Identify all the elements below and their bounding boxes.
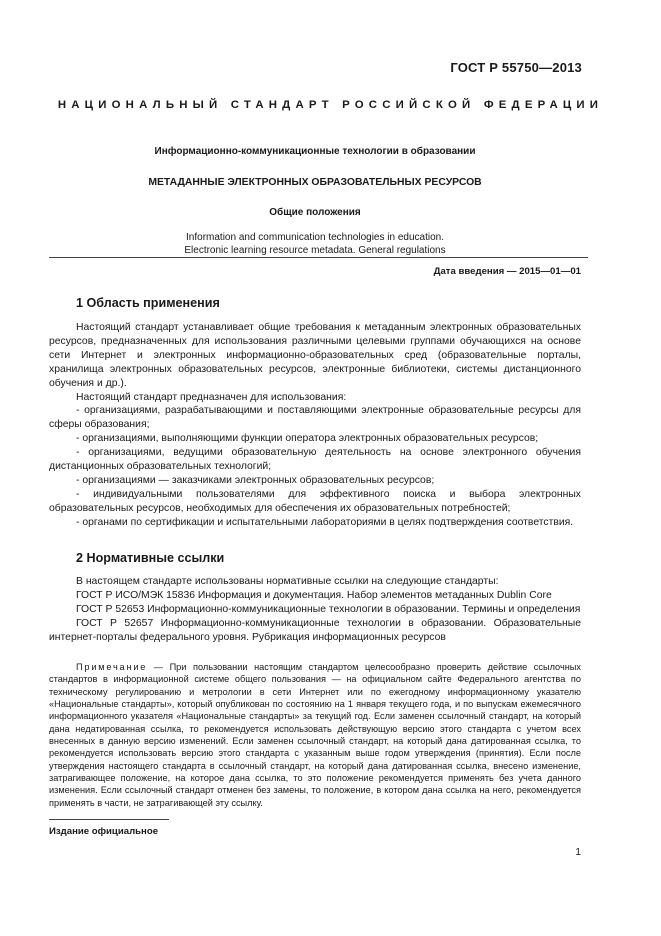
title-general: Общие положения <box>269 207 361 218</box>
title-english <box>60 231 570 257</box>
section-1-heading: 1 Область применения <box>76 296 220 310</box>
title-main: МЕТАДАННЫЕ ЭЛЕКТРОННЫХ ОБРАЗОВАТЕЛЬНЫХ РЕСУРСОВ <box>148 177 482 188</box>
title-english-line-1: Information and communication technologies in education. <box>186 232 444 243</box>
introduction-date: Дата введения — 2015—01—01 <box>433 266 581 277</box>
list-item: - организациями, разрабатывающими и поставляющими электронные образовательные ресурсы для сферы образования; <box>49 405 581 431</box>
paragraph: В настоящем стандарте использованы нормативные ссылки на следующие стандарты: <box>76 576 499 587</box>
reference-item: ГОСТ Р ИСО/МЭК 15836 Информация и документация. Набор элементов метаданных Dublin Core <box>76 589 552 601</box>
page-number: 1 <box>575 847 581 858</box>
footer-divider <box>49 819 169 820</box>
paragraph: Настоящий стандарт предназначен для использования: <box>76 391 347 403</box>
note-paragraph <box>49 661 581 809</box>
section-2-heading: 2 Нормативные ссылки <box>76 551 225 565</box>
note-label: Примечание <box>76 662 148 672</box>
list-item: - организациями, ведущими образовательную деятельность на основе электронного обучения дистанционных образовательных технологий; <box>49 447 581 473</box>
document-code: ГОСТ Р 55750—2013 <box>450 60 582 75</box>
title-block <box>60 145 570 257</box>
reference-item: ГОСТ Р 52653 Информационно-коммуникационные технологии в образовании. Термины и определения <box>76 603 581 615</box>
title-subject: Информационно-коммуникационные технологии в образовании <box>154 146 476 157</box>
paragraph: Настоящий стандарт устанавливает общие требования к метаданным электронных образовательных ресурсов, предназначенных для использования различными целевыми группами обучающихся на основе сети Интернет и электронных информационно-образовательных сред (образовательные порталы, хранилища электронных образовательных ресурсов, электронные библиотеки, системы дистанционного обучения и др.). <box>49 322 581 389</box>
note-text: — При пользовании настоящим стандартом целесообразно проверить действие ссылочных стандартов в информационной системе общего пользования — на официальном сайте Федерального агентства по техническому регулированию и метрологии в сети Интернет или по ежегодному информационному указателю «Национальные стандарты», который опубликован по состоянию на 1 января текущего года, и по выпускам ежемесячного информационного указателя «Национальные стандарты» за текущий год. Если заменен ссылочный стандарт, на который дана недатированная ссылка, то рекомендуется использовать действующую версию этого стандарта с учетом всех внесенных в данную версию изменений. Если заменен ссылочный стандарт, на который дана датированная ссылка, то рекомендуется использовать версию этого стандарта с указанным выше годом утверждения (принятия). Если после утверждения настоящего стандарта в ссылочный стандарт, на который дана датированная ссылка, внесено изменение, затрагивающее положение, на которое дана ссылка, то это положение рекомендуется применять без учета данного изменения. Если ссылочный стандарт отменен без замены, то положение, в котором дана ссылка на него, рекомендуется применять в части, не затрагивающей эту ссылку. <box>49 662 581 808</box>
standard-banner: НАЦИОНАЛЬНЫЙ СТАНДАРТ РОССИЙСКОЙ ФЕДЕРАЦИИ <box>57 99 604 111</box>
list-item: - индивидуальными пользователями для эффективного поиска и выбора электронных образовательных ресурсов, необходимых для обеспечения их образовательных потребностей; <box>49 488 581 514</box>
list-item: - организациями — заказчиками электронных образовательных ресурсов; <box>76 474 435 486</box>
title-divider <box>49 257 588 258</box>
list-item: - организациями, выполняющими функции оператора электронных образовательных ресурсов; <box>76 433 539 445</box>
title-english-line-2: Electronic learning resource metadata. General regulations <box>184 245 446 256</box>
reference-item: ГОСТ Р 52657 Информационно-коммуникационные технологии в образовании. Образовательные интернет-порталы федерального уровня. Рубрикация информационных ресурсов <box>49 617 581 643</box>
list-item: - органами по сертификации и испытательными лабораториями в целях подтверждения соответствия. <box>76 516 574 528</box>
edition-label: Издание официальное <box>49 826 159 837</box>
section-1-body <box>49 321 581 530</box>
section-2-body <box>49 575 581 645</box>
